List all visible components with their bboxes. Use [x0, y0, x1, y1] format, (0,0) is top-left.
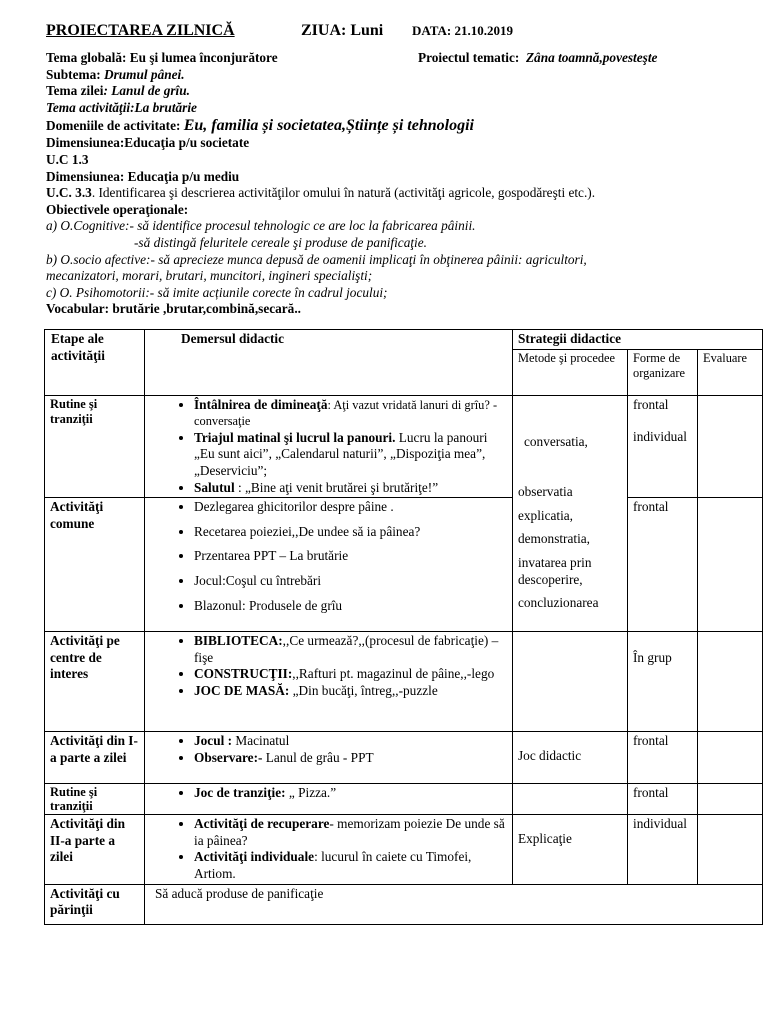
evaluare-cell	[698, 395, 763, 498]
forma-item: individual	[633, 429, 687, 445]
demers-cell	[145, 498, 513, 632]
forme-cell: frontal	[628, 498, 698, 632]
table-row	[45, 815, 763, 884]
demers-list	[150, 816, 507, 882]
list-item: • Dezlegarea ghicitorilor despre pâine .	[194, 499, 507, 516]
metoda-item: observatia	[518, 484, 573, 500]
table-header-row	[45, 330, 763, 350]
forme-cell: frontal	[628, 732, 698, 784]
tema-activitatii: Tema activităţii:La brutărie	[46, 99, 197, 115]
evaluare-cell	[698, 498, 763, 632]
domenii-line	[46, 116, 764, 135]
demers-cell	[145, 632, 513, 732]
table-row	[45, 632, 763, 732]
item-text: Lucru la panouri „Eu sunt aici”, „Calendarul naturii”, „Dispoziţia mea”, „Deserviciu”;	[194, 429, 488, 478]
item-text: „ Pizza.”	[285, 785, 337, 801]
date-label: DATA: 21.10.2019	[412, 23, 513, 38]
obiectiv-socio-1: b) O.socio afective:- să aprecieze munca depusă de oamenii implicaţi în obţinerea pâinii: agricultori,	[46, 251, 587, 267]
list-item: • Jocul:Coşul cu întrebări	[194, 573, 507, 590]
document-page	[46, 22, 764, 318]
list-item: • Blazonul: Produsele de grîu	[194, 598, 507, 615]
demers-list	[150, 397, 507, 497]
table-row	[45, 884, 763, 924]
title-row	[46, 22, 764, 50]
table-row	[45, 784, 763, 815]
tema-zilei-label: Tema zilei	[46, 83, 104, 99]
stage-cell: Activităţi comune	[45, 498, 145, 632]
subtema-line	[46, 67, 764, 84]
proiect-tematic	[418, 50, 657, 67]
item-text: „Din bucăţi, întreg,,-puzzle	[289, 682, 438, 698]
item-text: : Aţi vazut vridată lanuri di grîu? - conversaţie	[194, 397, 498, 429]
list-item: • Przentarea PPT – La brutărie	[194, 548, 507, 565]
metoda-item: invatarea prin descoperire,	[518, 554, 592, 587]
tema-zilei-line	[46, 83, 764, 100]
item-bold: CONSTRUCŢII:	[194, 666, 293, 682]
domenii-value: Eu, familia și societatea,Științe și tehnologii	[183, 117, 474, 135]
tema-globala-label: Tema globală	[46, 50, 122, 65]
list-item	[194, 683, 507, 700]
header-metode: Metode şi procedee	[513, 349, 628, 395]
item-bold: Joc de tranziţie:	[194, 785, 286, 801]
evaluare-cell	[698, 732, 763, 784]
list-item	[194, 480, 507, 497]
forme-cell: În grup	[628, 632, 698, 732]
day-label: ZIUA: Luni	[301, 22, 384, 39]
forma-item: frontal	[633, 396, 669, 412]
header-evaluare: Evaluare	[698, 349, 763, 395]
item-text: Macinatul	[232, 733, 290, 749]
page-title: PROIECTAREA ZILNICĂ	[46, 22, 235, 39]
list-item	[194, 430, 507, 480]
stage-cell: Rutine şi tranziţii	[45, 784, 145, 815]
proiect-value: Zâna toamnă,povesteşte	[525, 50, 658, 65]
item-bold: Triajul matinal şi lucrul la panouri.	[194, 429, 396, 445]
table-row	[45, 498, 763, 632]
obiectiv-socio-2: mecanizatori, morari, brutari, muncitori, ingineri specialişti;	[46, 268, 373, 284]
uc-1-3: U.C 1.3	[46, 151, 89, 167]
item-bold: Jocul :	[194, 733, 233, 749]
metode-cell: Explicaţie	[513, 815, 628, 884]
list-item	[194, 397, 507, 430]
item-bold: BIBLIOTECA:	[194, 633, 283, 649]
uc-3-3-line	[46, 185, 764, 202]
demers-list	[150, 633, 507, 699]
dimensiunea-societate: Dimensiunea:Educaţia p/u societate	[46, 135, 250, 151]
obiectiv-cognitiv-2: -să distingă feluritele cereale şi produse de panificaţie.	[134, 234, 427, 250]
item-text: : lucurul în caiete cu Timofei, Artiom.	[194, 849, 472, 881]
metoda-item: explicatia,	[518, 507, 574, 523]
stage-cell: Activităţi din I-a parte a zilei	[45, 732, 145, 784]
header-forme: Forme de organizare	[628, 349, 698, 395]
stage-cell: Activităţi pe centre de interes	[45, 632, 145, 732]
demers-cell	[145, 732, 513, 784]
list-item	[194, 849, 507, 882]
list-item	[194, 633, 507, 666]
stage-cell: Activităţi din II-a parte a zilei	[45, 815, 145, 884]
list-item	[194, 733, 507, 750]
header-strategii: Strategii didactice	[513, 330, 763, 350]
forme-cell	[628, 395, 698, 498]
vocabular: Vocabular: brutărie ,brutar,combină,secară..	[46, 301, 301, 317]
stage-cell: Rutine şi tranziţii	[45, 395, 145, 498]
item-text: ,,Ce urmează?,,(procesul de fabricaţie) –fişe	[194, 633, 499, 665]
list-item	[194, 816, 507, 849]
item-bold: Activităţi de recuperare	[194, 816, 330, 832]
dimensiunea-mediu: Dimensiunea: Educaţia p/u mediu	[46, 168, 240, 184]
demers-list	[150, 499, 507, 614]
proiect-label: Proiectul tematic:	[418, 50, 520, 65]
list-item: • Recetarea poieziei,,De undee să ia pâinea?	[194, 524, 507, 541]
evaluare-cell	[698, 632, 763, 732]
evaluare-cell	[698, 784, 763, 815]
tema-globala-value: : Eu şi lumea înconjurătore	[121, 50, 278, 65]
metode-cell	[513, 632, 628, 732]
metode-list	[518, 434, 622, 612]
header-etape: Etape ale activităţii	[45, 330, 145, 396]
item-text: Lanul de grâu - PPT	[262, 749, 374, 765]
obiective-label: Obiectivele operaţionale:	[46, 201, 189, 217]
list-item	[194, 666, 507, 683]
metoda-item: demonstratia,	[518, 531, 591, 547]
item-bold: Întâlnirea de dimineaţă	[194, 396, 328, 412]
demers-cell	[145, 784, 513, 815]
list-item	[194, 785, 507, 802]
forme-cell: individual	[628, 815, 698, 884]
item-text: ,,Rafturi pt. magazinul de pâine,,-lego	[292, 666, 495, 682]
item-bold: Salutul	[194, 479, 235, 495]
demers-list	[150, 785, 507, 802]
demers-cell	[145, 815, 513, 884]
metoda-item: conversatia,	[524, 433, 588, 449]
header-demersul: Demersul didactic	[145, 330, 513, 396]
tema-zilei-value: : Lanul de grîu.	[103, 83, 190, 99]
demers-list	[150, 733, 507, 766]
metode-cell	[513, 395, 628, 632]
subtema-value: Drumul pânei.	[100, 66, 185, 82]
metode-cell	[513, 784, 628, 815]
metode-cell: Joc didactic	[513, 732, 628, 784]
table-row	[45, 732, 763, 784]
obiectiv-cognitiv-1: a) O.Cognitive:- să identifice procesul tehnologic ce are loc la fabricarea pâinii.	[46, 218, 476, 234]
subtema-label: Subtema:	[46, 66, 101, 82]
demers-cell	[145, 395, 513, 498]
evaluare-cell	[698, 815, 763, 884]
list-item	[194, 750, 507, 767]
item-bold: JOC DE MASĂ:	[194, 682, 290, 698]
stage-cell: Activităţi cu părinţii	[45, 884, 145, 924]
forme-cell: frontal	[628, 784, 698, 815]
uc-3-3-label: U.C. 3.3	[46, 185, 92, 201]
item-text: - memorizam poiezie De unde să ia pâinea?	[194, 816, 505, 848]
table-row	[45, 395, 763, 498]
parinti-cell: Să aducă produse de panificaţie	[145, 884, 763, 924]
uc-3-3-value: . Identificarea şi descrierea activităţilor omului în natură (activităţi agricole, gospodăreşti etc.).	[91, 185, 596, 201]
item-bold: Observare:-	[194, 749, 263, 765]
tema-globala-line	[46, 50, 764, 67]
domenii-label: Domeniile de activitate:	[46, 118, 184, 134]
metoda-item: concluzionarea	[518, 595, 599, 611]
activities-table	[44, 329, 763, 925]
obiectiv-psihomotor: c) O. Psihomotorii:- să imite acțiunile corecte în cadrul jocului;	[46, 284, 388, 300]
item-bold: Activităţi individuale	[194, 849, 315, 865]
item-text: : „Bine aţi venit brutărei şi brutăriţe!”	[234, 479, 439, 495]
